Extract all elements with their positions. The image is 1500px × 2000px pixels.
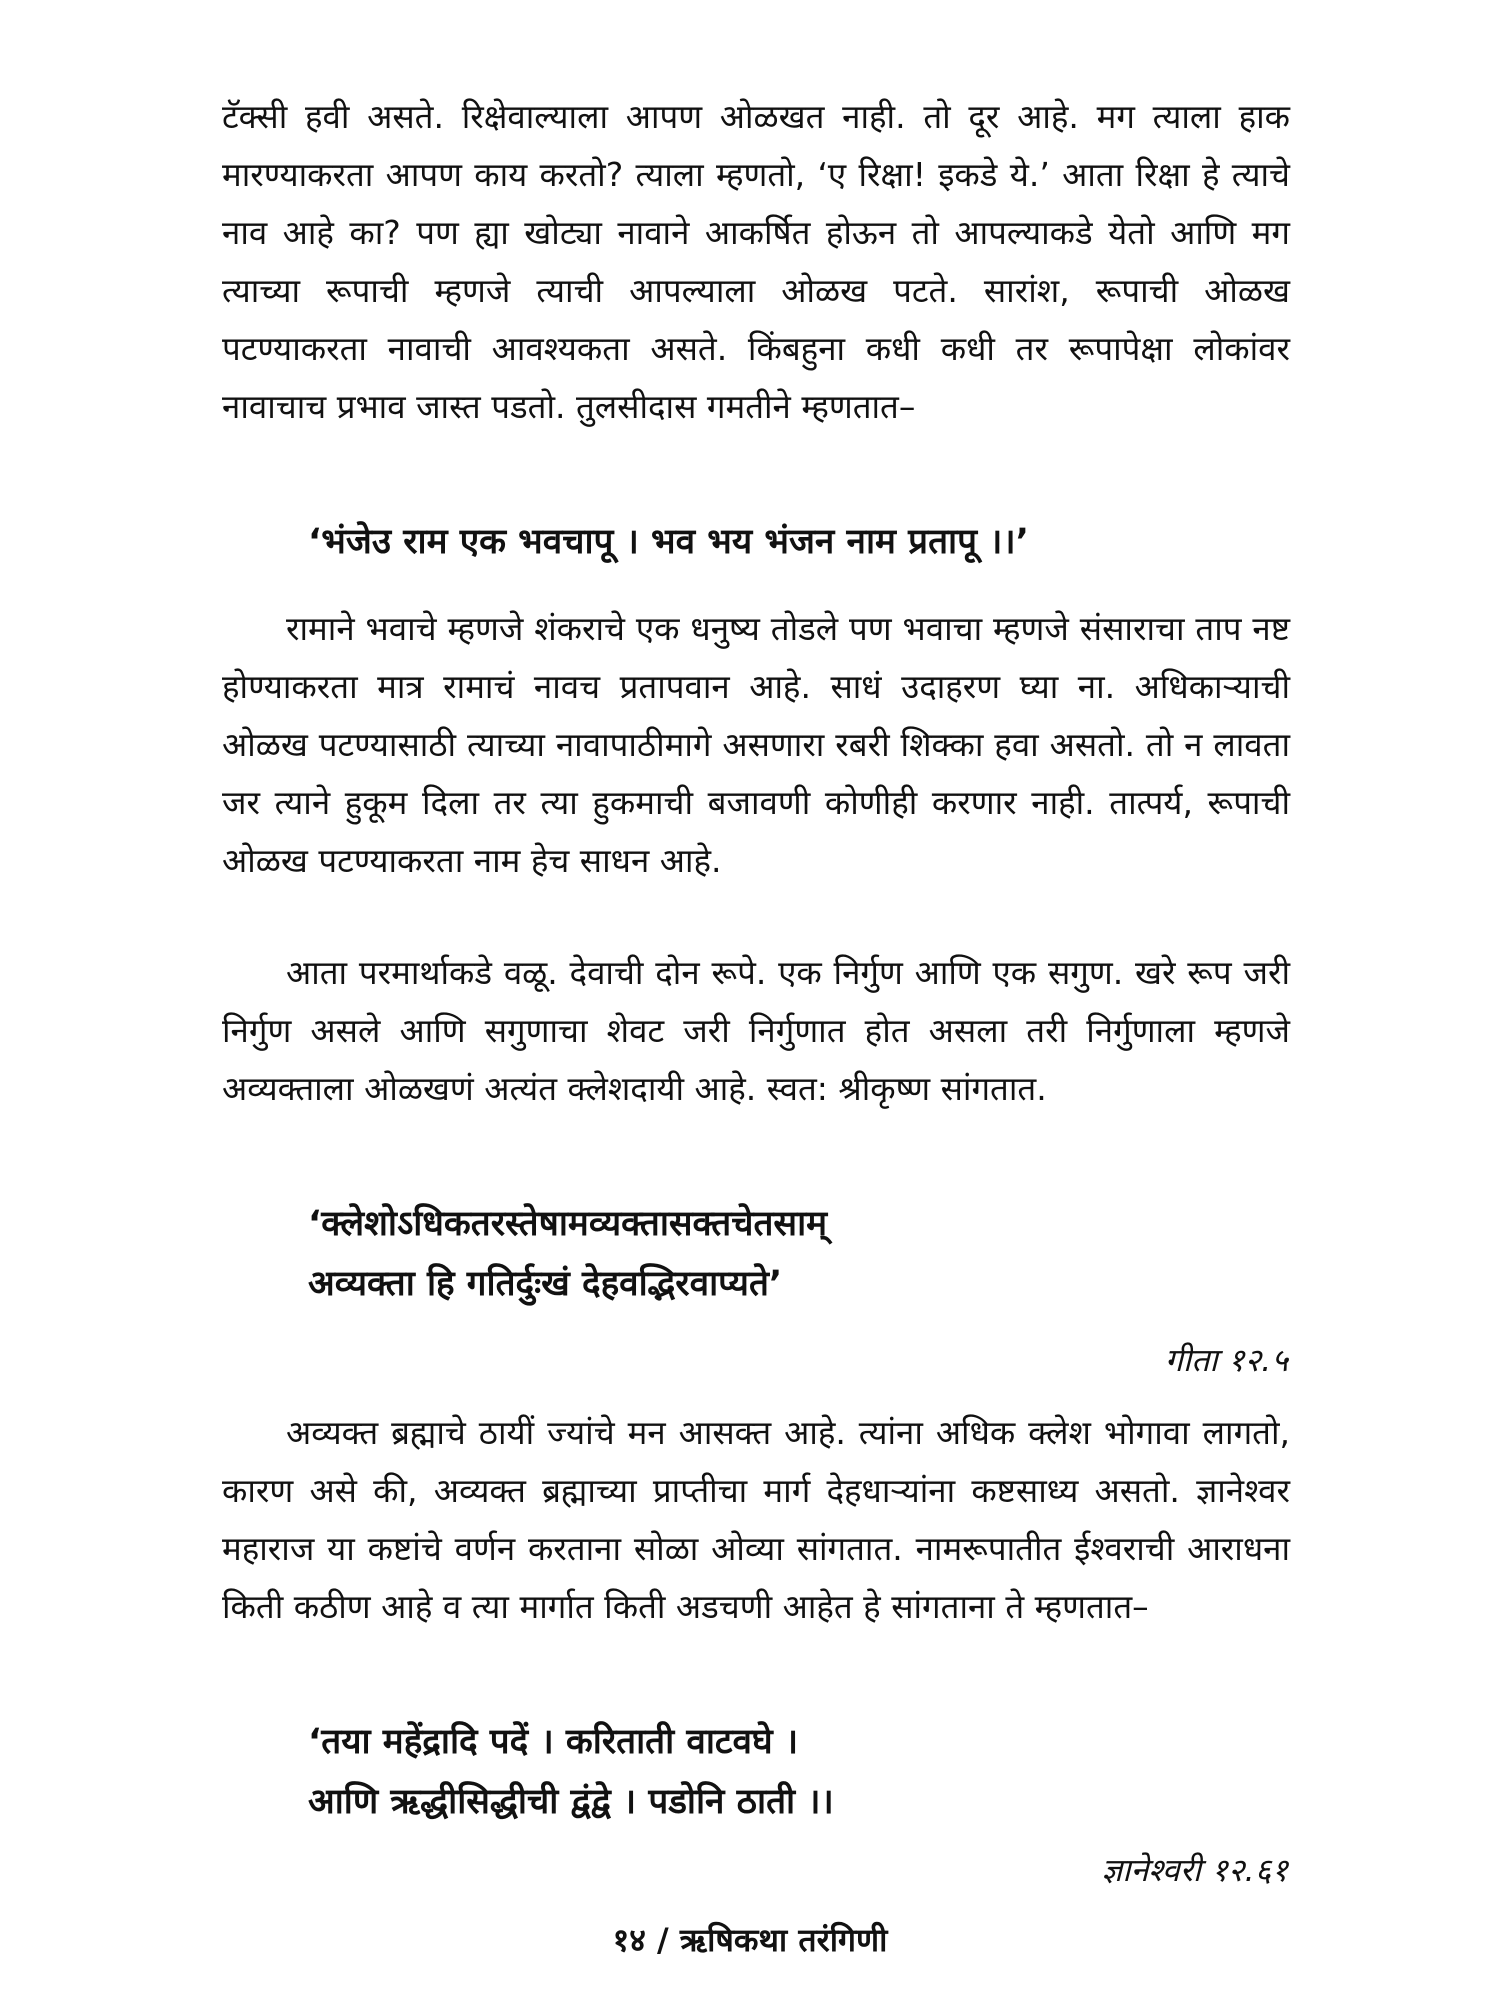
paragraph-rickshaw-example: टॅक्सी हवी असते. रिक्षेवाल्याला आपण ओळखत नाही. तो दूर आहे. मग त्याला हाक मारण्याकरता आपण काय करतो? त्याला म्हणतो, ‘ए रिक्षा! इकडे ये.’ आता रिक्षा हे त्याचे नाव आहे का? पण ह्या खोट्या नावाने आकर्षित होऊन तो आपल्याकडे येतो आणि मग त्याच्या रूपाची म्हणजे त्याची आपल्याला ओळख पटते. सारांश, रूपाची ओळख पटण्याकरता नावाची आवश्यकता असते. किंबहुना कधी कधी तर रूपापेक्षा लोकांवर नावाचाच प्रभाव जास्त पडतो. तुलसीदास गमतीने म्हणतात– xyxy=(222,97,1290,426)
paragraph-name-power: रामाने भवाचे म्हणजे शंकराचे एक धनुष्य तोडले पण भवाचा म्हणजे संसाराचा ताप नष्ट होण्याकरता मात्र रामाचं नावच प्रतापवान आहे. साधं उदाहरण घ्या ना. अधिकाऱ्याची ओळख पटण्यासाठी त्याच्या नावापाठीमागे असणारा रबरी शिक्का हवा असतो. तो न लावता जर त्याने हुकूम दिला तर त्या हुकमाची बजावणी कोणीही करणार नाही. तात्पर्य, रूपाची ओळख पटण्याकरता नाम हेच साधन आहे. xyxy=(222,609,1290,880)
footer-separator: / xyxy=(657,1921,669,1959)
page-footer xyxy=(0,1918,1500,1961)
verse-line: अव्यक्ता हि गतिर्दुःखं देहवद्भिरवाप्यते’ xyxy=(308,1264,783,1304)
verse-gita xyxy=(308,1194,827,1314)
verse-line: आणि ऋद्धीसिद्धीची द्वंद्वे । पडोनि ठाती ।। xyxy=(308,1782,834,1822)
verse-line: ‘भंजेउ राम एक भवचापू । भव भय भंजन नाम प्रतापू ।।’ xyxy=(308,522,1029,562)
paragraph-nirgun-sagun: आता परमार्थाकडे वळू. देवाची दोन रूपे. एक निर्गुण आणि एक सगुण. खरे रूप जरी निर्गुण असले आणि सगुणाचा शेवट जरी निर्गुणात होत असला तरी निर्गुणाला म्हणजे अव्यक्ताला ओळखणं अत्यंत क्लेशदायी आहे. स्वत: श्रीकृष्ण सांगतात. xyxy=(222,953,1290,1108)
verse-line: ‘क्लेशोऽधिकतरस्तेषामव्यक्तासक्तचेतसाम् xyxy=(308,1204,828,1244)
paragraph-dnyaneshwar: अव्यक्त ब्रह्माचे ठायीं ज्यांचे मन आसक्त आहे. त्यांना अधिक क्लेश भोगावा लागतो, कारण असे की, अव्यक्त ब्रह्माच्या प्राप्तीचा मार्ग देहधाऱ्यांना कष्टसाध्य असतो. ज्ञानेश्वर महाराज या कष्टांचे वर्णन करताना सोळा ओव्या सांगतात. नामरूपातीत ईश्वराची आराधना किती कठीण आहे व त्या मार्गात किती अडचणी आहेत हे सांगताना ते म्हणतात– xyxy=(222,1413,1290,1626)
verse-dnyaneshwari xyxy=(308,1712,834,1832)
verse-tulsidas xyxy=(308,512,1029,572)
verse-line: ‘तया महेंद्रादि पदें । करिताती वाटवघे । xyxy=(308,1722,799,1762)
book-title: ऋषिकथा तरंगिणी xyxy=(679,1921,888,1959)
citation-dnyaneshwari: ज्ञानेश्वरी १२.६१ xyxy=(1101,1851,1288,1889)
citation-gita: गीता १२.५ xyxy=(1164,1341,1288,1379)
page-number: १४ xyxy=(612,1921,646,1959)
